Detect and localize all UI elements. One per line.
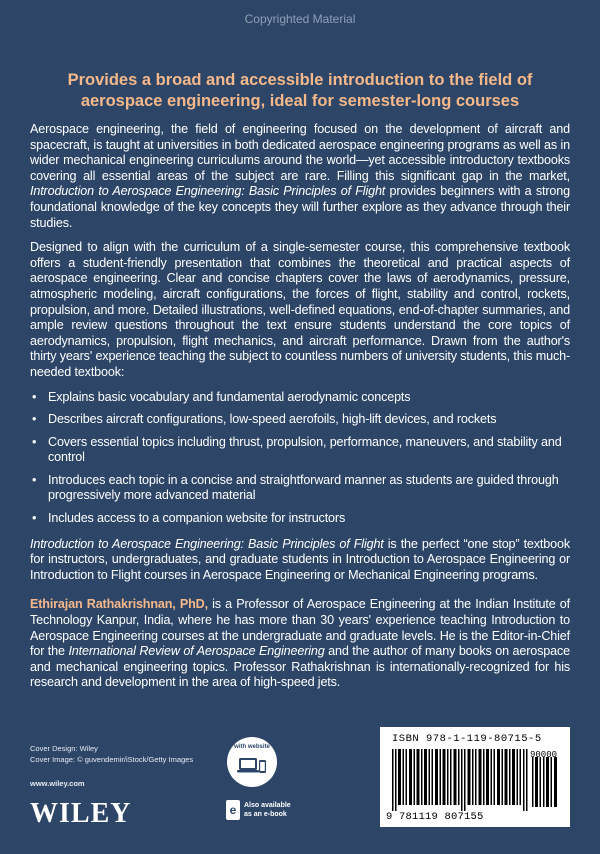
body-content <box>30 122 570 700</box>
description-paragraph: Designed to align with the curriculum of a single-semester course, this comprehensive textbook offers a student-friendly presentation that combines the theoretical and practical aspects of aerospace engineering. Clear and concise chapters cover the laws of aerodynamics, pressure, atmospheric modeling, aircraft configurations, the forces of flight, stability and control, rockets, propulsion, and more. Detailed illustrations, well-defined equations, end-of-chapter summaries, and ample review questions throughout the text ensure students understand the core topics of aerodynamics, propulsion, flight mechanics, and aircraft performance. Drawn from the author's thirty years' experience teaching the subject to countless numbers of university students, this much-needed textbook: <box>30 240 570 379</box>
feature-item: • Describes aircraft configurations, low-speed aerofoils, high-lift devices, and rockets <box>30 412 570 428</box>
feature-item: • Covers essential topics including thrust, propulsion, performance, maneuvers, and stability and control <box>30 435 570 466</box>
closing-paragraph <box>30 537 570 584</box>
publisher-logo: WILEY <box>30 798 132 829</box>
feature-list <box>30 390 570 527</box>
ebook-icon: e <box>226 800 240 820</box>
intro-paragraph <box>30 122 570 231</box>
isbn-barcode <box>380 727 570 827</box>
website-badge <box>227 737 277 787</box>
isbn-label: ISBN 978-1-119-80715-5 <box>392 733 542 745</box>
journal-title-italic: International Review of Aerospace Engineering <box>68 644 325 659</box>
book-title-italic: Introduction to Aerospace Engineering: Basic Principles of Flight <box>30 184 386 199</box>
closing-title-italic: Introduction to Aerospace Engineering: Basic Principles of Flight <box>30 536 384 551</box>
ebook-line-1: Also available <box>244 802 291 809</box>
ebook-line-2: as an e-book <box>244 811 287 818</box>
ebook-notice <box>226 800 291 820</box>
feature-item: • Includes access to a companion website for instructors <box>30 511 570 527</box>
website-badge-label: with website <box>234 744 270 750</box>
cover-credits <box>30 743 193 765</box>
price-code: 90000 <box>530 750 558 760</box>
author-bio-text-1: is a Professor of Aerospace Engineering at the Indian Institute of Technology Kanpur, India, where he has more than 30 years' experience teaching Introduction to Aerospace Engineering courses at the undergraduate and graduate levels. He is the Editor-in-Chief for the <box>30 597 571 659</box>
intro-text-2: provides beginners with a strong foundational knowledge of the key concepts they will further explore as they advance through their studies. <box>30 184 570 230</box>
closing-text: is the perfect “one stop” textbook for instructors, undergraduates, and graduate students in Introduction to Aerospace Engineering or Introduction to Flight courses in Aerospace Engineering or Mechanical Engineering programs. <box>30 536 570 582</box>
author-name: Ethirajan Rathakrishnan, PhD, <box>30 597 208 612</box>
feature-item: • Explains basic vocabulary and fundamental aerodynamic concepts <box>30 390 570 406</box>
author-bio <box>30 597 570 691</box>
feature-item: • Introduces each topic in a concise and straightforward manner as students are guided through progressively more advanced material <box>30 473 570 504</box>
publisher-url: www.wiley.com <box>30 779 85 788</box>
barcode-digits: 9 781119 807155 <box>386 811 484 823</box>
headline: Provides a broad and accessible introduction to the field of aerospace engineering, ideal for semester-long courses <box>67 71 533 110</box>
laptop-phone-icon <box>237 755 267 779</box>
ebook-text <box>244 801 291 819</box>
intro-text-1: Aerospace engineering, the field of engineering focused on the development of aircraft and spacecraft, is taught at universities in both dedicated aerospace engineering programs as well as in wider mechanical engineering curriculums around the world—yet accessible introductory textbooks covering all essential areas of the subject are rare. Filling this significant gap in the market, <box>30 122 570 183</box>
author-bio-text-2: and the author of many books on aerospace and mechanical engineering topics. Professor Rathakrishnan is internationally-recognized for his research and development in the area of high-speed jets. <box>30 644 570 690</box>
cover-design-credit: Cover Design: Wiley <box>30 744 98 753</box>
cover-image-credit: Cover Image: © guvendemir/iStock/Getty Images <box>30 755 194 764</box>
watermark: Copyrighted Material <box>244 12 356 26</box>
